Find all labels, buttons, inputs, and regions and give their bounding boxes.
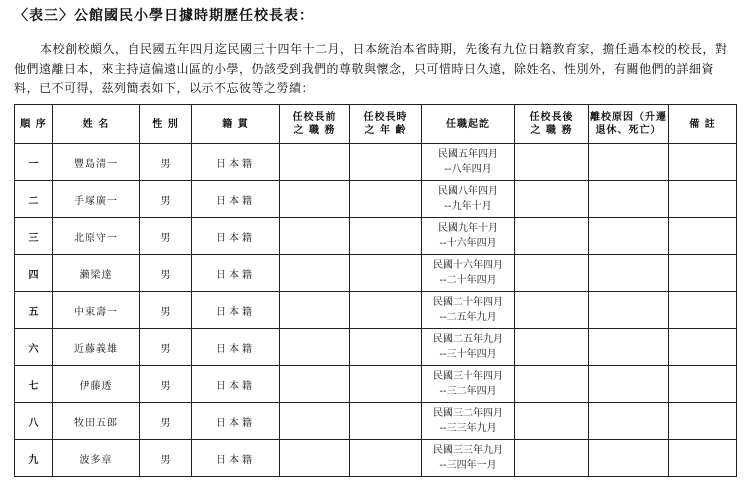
row-prior-post bbox=[280, 366, 350, 403]
row-order: 九 bbox=[15, 440, 53, 477]
table-row bbox=[15, 144, 737, 181]
row-reason bbox=[589, 329, 669, 366]
row-reason bbox=[589, 292, 669, 329]
row-period bbox=[422, 255, 515, 292]
row-period bbox=[422, 218, 515, 255]
row-name: 波多章 bbox=[53, 440, 140, 477]
row-name: 手塚廣一 bbox=[53, 181, 140, 218]
row-age bbox=[350, 403, 422, 440]
row-post-after bbox=[515, 255, 589, 292]
row-origin: 日本籍 bbox=[192, 366, 280, 403]
header-remarks: 備 註 bbox=[669, 105, 737, 144]
principal-table bbox=[14, 104, 737, 477]
row-post-after bbox=[515, 366, 589, 403]
row-gender: 男 bbox=[140, 218, 192, 255]
row-order: 四 bbox=[15, 255, 53, 292]
row-prior-post bbox=[280, 440, 350, 477]
row-origin: 日本籍 bbox=[192, 255, 280, 292]
row-order: 三 bbox=[15, 218, 53, 255]
row-period-to: --八年四月 bbox=[444, 164, 492, 175]
row-age bbox=[350, 255, 422, 292]
intro-paragraph: 本校創校頗久，自民國五年四月迄民國三十四年十二月，日本統治本省時期，先後有九位日籍教育家，擔任過本校的校長，對他們遠離日本，來主持這偏遠山區的小學，仍該受到我們的尊敬與懷念，只可惜時日久遠，除姓名、性別外，有關他們的詳細資料，已不可得，茲列簡表如下，以示不忘彼等之勞績： bbox=[14, 42, 728, 95]
row-gender: 男 bbox=[140, 366, 192, 403]
row-reason bbox=[589, 403, 669, 440]
row-post-after bbox=[515, 181, 589, 218]
row-order: 一 bbox=[15, 144, 53, 181]
header-post-after: 任校長後 之 職 務 bbox=[515, 105, 589, 144]
row-gender: 男 bbox=[140, 144, 192, 181]
header-period: 任職起訖 bbox=[422, 105, 515, 144]
header-name: 姓 名 bbox=[53, 105, 140, 144]
table-row bbox=[15, 255, 737, 292]
row-gender: 男 bbox=[140, 292, 192, 329]
row-period-to: --九年十月 bbox=[444, 201, 492, 212]
row-prior-post bbox=[280, 292, 350, 329]
row-period bbox=[422, 144, 515, 181]
row-remarks bbox=[669, 255, 737, 292]
row-name: 近藤義雄 bbox=[53, 329, 140, 366]
row-post-after bbox=[515, 329, 589, 366]
row-period-to: --三三年九月 bbox=[439, 423, 497, 434]
row-period-to: --二五年九月 bbox=[439, 312, 497, 323]
row-gender: 男 bbox=[140, 255, 192, 292]
row-gender: 男 bbox=[140, 329, 192, 366]
row-origin: 日本籍 bbox=[192, 218, 280, 255]
row-origin: 日本籍 bbox=[192, 181, 280, 218]
row-post-after bbox=[515, 440, 589, 477]
table-row bbox=[15, 218, 737, 255]
row-origin: 日本籍 bbox=[192, 403, 280, 440]
row-remarks bbox=[669, 440, 737, 477]
row-remarks bbox=[669, 181, 737, 218]
row-remarks bbox=[669, 329, 737, 366]
row-period bbox=[422, 366, 515, 403]
table-row bbox=[15, 181, 737, 218]
row-period-to: --三十年四月 bbox=[439, 349, 497, 360]
table-row bbox=[15, 403, 737, 440]
row-name: 瀨梁達 bbox=[53, 255, 140, 292]
row-period-from: 民國三十年四月 bbox=[433, 371, 503, 382]
row-reason bbox=[589, 144, 669, 181]
row-period-from: 民國八年四月 bbox=[438, 186, 498, 197]
row-remarks bbox=[669, 403, 737, 440]
row-order: 七 bbox=[15, 366, 53, 403]
row-period-from: 民國三三年九月 bbox=[433, 445, 503, 456]
row-remarks bbox=[669, 218, 737, 255]
row-reason bbox=[589, 440, 669, 477]
row-gender: 男 bbox=[140, 403, 192, 440]
row-name: 伊藤透 bbox=[53, 366, 140, 403]
row-name: 北原守一 bbox=[53, 218, 140, 255]
row-prior-post bbox=[280, 329, 350, 366]
table-header-row bbox=[15, 105, 737, 144]
row-prior-post bbox=[280, 181, 350, 218]
header-order: 順 序 bbox=[15, 105, 53, 144]
row-period-to: --二十年四月 bbox=[439, 275, 497, 286]
table-row bbox=[15, 440, 737, 477]
row-period-from: 民國二十年四月 bbox=[433, 297, 503, 308]
row-period bbox=[422, 329, 515, 366]
row-period-from: 民國二五年九月 bbox=[433, 334, 503, 345]
row-prior-post bbox=[280, 255, 350, 292]
row-origin: 日本籍 bbox=[192, 329, 280, 366]
row-period-to: --十六年四月 bbox=[439, 238, 497, 249]
row-period-from: 民國三二年四月 bbox=[433, 408, 503, 419]
row-period bbox=[422, 440, 515, 477]
row-reason bbox=[589, 218, 669, 255]
row-age bbox=[350, 181, 422, 218]
row-order: 六 bbox=[15, 329, 53, 366]
table-row bbox=[15, 366, 737, 403]
row-prior-post bbox=[280, 403, 350, 440]
row-prior-post bbox=[280, 218, 350, 255]
row-post-after bbox=[515, 218, 589, 255]
row-period bbox=[422, 181, 515, 218]
row-period-from: 民國九年十月 bbox=[438, 223, 498, 234]
row-age bbox=[350, 329, 422, 366]
row-reason bbox=[589, 366, 669, 403]
row-prior-post bbox=[280, 144, 350, 181]
row-reason bbox=[589, 255, 669, 292]
row-age bbox=[350, 218, 422, 255]
row-age bbox=[350, 440, 422, 477]
row-post-after bbox=[515, 144, 589, 181]
row-age bbox=[350, 292, 422, 329]
header-gender: 性 別 bbox=[140, 105, 192, 144]
row-origin: 日本籍 bbox=[192, 292, 280, 329]
row-period-from: 民國五年四月 bbox=[438, 149, 498, 160]
row-reason bbox=[589, 181, 669, 218]
header-reason: 離校原因（升遷 退休、死亡） bbox=[589, 105, 669, 144]
row-period-to: --三四年一月 bbox=[439, 460, 497, 471]
row-order: 二 bbox=[15, 181, 53, 218]
row-period-to: --三二年四月 bbox=[439, 386, 497, 397]
row-gender: 男 bbox=[140, 181, 192, 218]
row-remarks bbox=[669, 366, 737, 403]
row-gender: 男 bbox=[140, 440, 192, 477]
row-origin: 日本籍 bbox=[192, 144, 280, 181]
page-title: 〈表三〉公館國民小學日據時期歷任校長表： bbox=[14, 8, 314, 24]
row-order: 八 bbox=[15, 403, 53, 440]
row-post-after bbox=[515, 292, 589, 329]
row-period bbox=[422, 403, 515, 440]
header-age: 任校長時 之 年 齡 bbox=[350, 105, 422, 144]
table-row bbox=[15, 329, 737, 366]
row-remarks bbox=[669, 144, 737, 181]
row-origin: 日本籍 bbox=[192, 440, 280, 477]
row-order: 五 bbox=[15, 292, 53, 329]
row-age bbox=[350, 144, 422, 181]
row-remarks bbox=[669, 292, 737, 329]
header-origin: 籍 貫 bbox=[192, 105, 280, 144]
row-age bbox=[350, 366, 422, 403]
row-name: 中束壽一 bbox=[53, 292, 140, 329]
row-period bbox=[422, 292, 515, 329]
row-period-from: 民國十六年四月 bbox=[433, 260, 503, 271]
header-prior-post: 任校長前 之 職 務 bbox=[280, 105, 350, 144]
table-row bbox=[15, 292, 737, 329]
row-name: 豐島清一 bbox=[53, 144, 140, 181]
row-post-after bbox=[515, 403, 589, 440]
row-name: 牧田五郎 bbox=[53, 403, 140, 440]
